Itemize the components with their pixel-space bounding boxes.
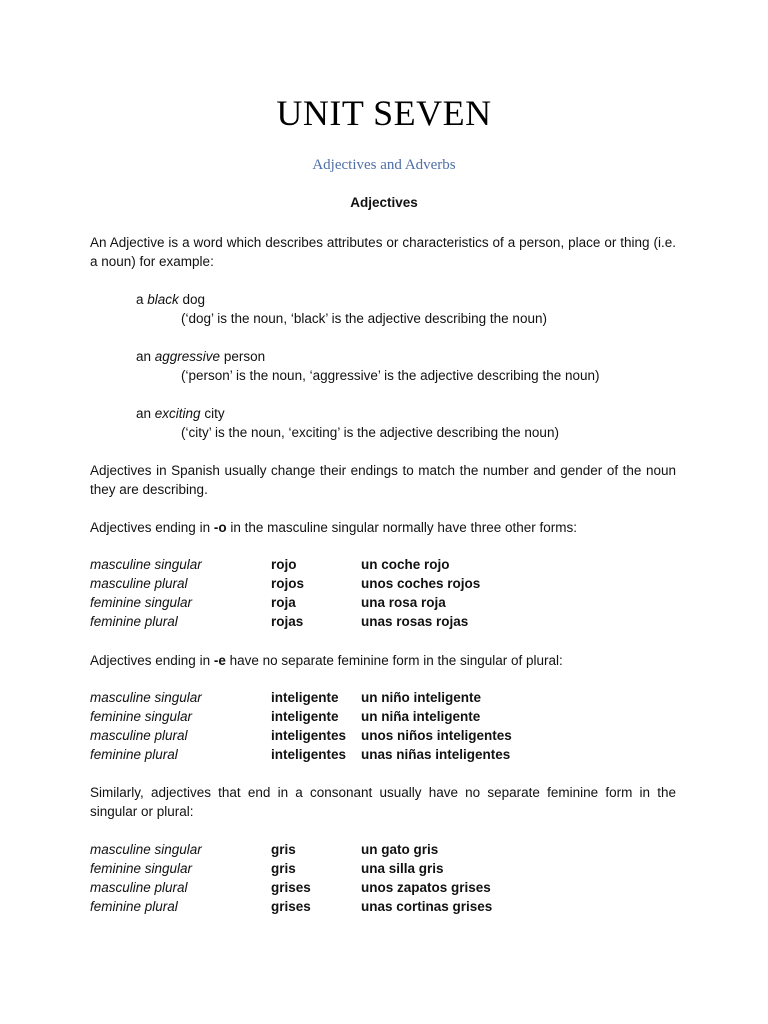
form-example: un niño inteligente	[361, 690, 481, 705]
example-noun: person	[220, 349, 266, 364]
form-adjective: inteligente	[271, 690, 339, 705]
form-adjective: roja	[271, 595, 296, 610]
example-article: an	[136, 406, 155, 421]
ending-e-paragraph	[90, 651, 676, 670]
example-noun: city	[200, 406, 225, 421]
ending-e-prefix: Adjectives ending in	[90, 653, 214, 668]
example-adjective: exciting	[154, 406, 201, 421]
example-note: (‘dog’ is the noun, ‘black’ is the adjective describing the noun)	[181, 311, 547, 326]
form-adjective: inteligentes	[271, 728, 347, 743]
form-adjective: inteligentes	[271, 747, 347, 762]
form-label: masculine plural	[90, 880, 188, 895]
example-noun: dog	[178, 292, 206, 307]
example-line	[136, 404, 225, 423]
gender-paragraph: Adjectives in Spanish usually change their endings to match the number and gender of the noun they are describing.	[90, 463, 676, 497]
example-article: an	[136, 349, 155, 364]
form-adjective: inteligente	[271, 709, 339, 724]
example-article: a	[136, 292, 148, 307]
intro-paragraph: An Adjective is a word which describes attributes or characteristics of a person, place or thing (i.e. a noun) for example:	[90, 235, 676, 269]
ending-o-suffix-marker: -o	[213, 520, 227, 535]
form-label: masculine plural	[90, 576, 188, 591]
form-label: masculine singular	[90, 690, 202, 705]
form-example: un coche rojo	[361, 557, 450, 572]
example-adjective: black	[147, 292, 179, 307]
example-line	[136, 347, 265, 366]
form-adjective: grises	[271, 880, 311, 895]
form-example: un gato gris	[361, 842, 439, 857]
form-example: unos niños inteligentes	[361, 728, 512, 743]
form-example: una rosa roja	[361, 595, 446, 610]
ending-o-suffix: in the masculine singular normally have three other forms:	[226, 520, 577, 535]
form-label: masculine plural	[90, 728, 188, 743]
form-example: unos coches rojos	[361, 576, 481, 591]
form-label: masculine singular	[90, 842, 202, 857]
ending-e-suffix: have no separate feminine form in the singular of plural:	[225, 653, 563, 668]
ending-e-suffix-marker: -e	[213, 653, 226, 668]
example-note: (‘city’ is the noun, ‘exciting’ is the adjective describing the noun)	[181, 425, 559, 440]
example-note: (‘person’ is the noun, ‘aggressive’ is the adjective describing the noun)	[181, 368, 600, 383]
form-adjective: grises	[271, 899, 311, 914]
form-example: unas niñas inteligentes	[361, 747, 511, 762]
form-label: feminine singular	[90, 709, 193, 724]
ending-o-prefix: Adjectives ending in	[90, 520, 214, 535]
consonant-paragraph: Similarly, adjectives that end in a consonant usually have no separate feminine form in the singular or plural:	[90, 785, 676, 819]
form-label: feminine plural	[90, 614, 178, 629]
ending-o-paragraph	[90, 518, 676, 537]
form-example: una silla gris	[361, 861, 444, 876]
example-line	[136, 290, 205, 309]
form-label: masculine singular	[90, 557, 202, 572]
form-example: unos zapatos grises	[361, 880, 491, 895]
form-example: unas cortinas grises	[361, 899, 493, 914]
form-label: feminine singular	[90, 595, 193, 610]
form-label: feminine plural	[90, 899, 178, 914]
form-adjective: rojo	[271, 557, 297, 572]
form-label: feminine singular	[90, 861, 193, 876]
example-adjective: aggressive	[154, 349, 221, 364]
page-title: UNIT SEVEN	[276, 93, 492, 133]
form-example: unas rosas rojas	[361, 614, 469, 629]
form-example: un niña inteligente	[361, 709, 481, 724]
form-adjective: gris	[271, 842, 296, 857]
page-subtitle: Adjectives and Adverbs	[312, 157, 456, 173]
form-label: feminine plural	[90, 747, 178, 762]
form-adjective: rojos	[271, 576, 305, 591]
form-adjective: rojas	[271, 614, 304, 629]
section-heading: Adjectives	[350, 195, 418, 210]
form-adjective: gris	[271, 861, 296, 876]
